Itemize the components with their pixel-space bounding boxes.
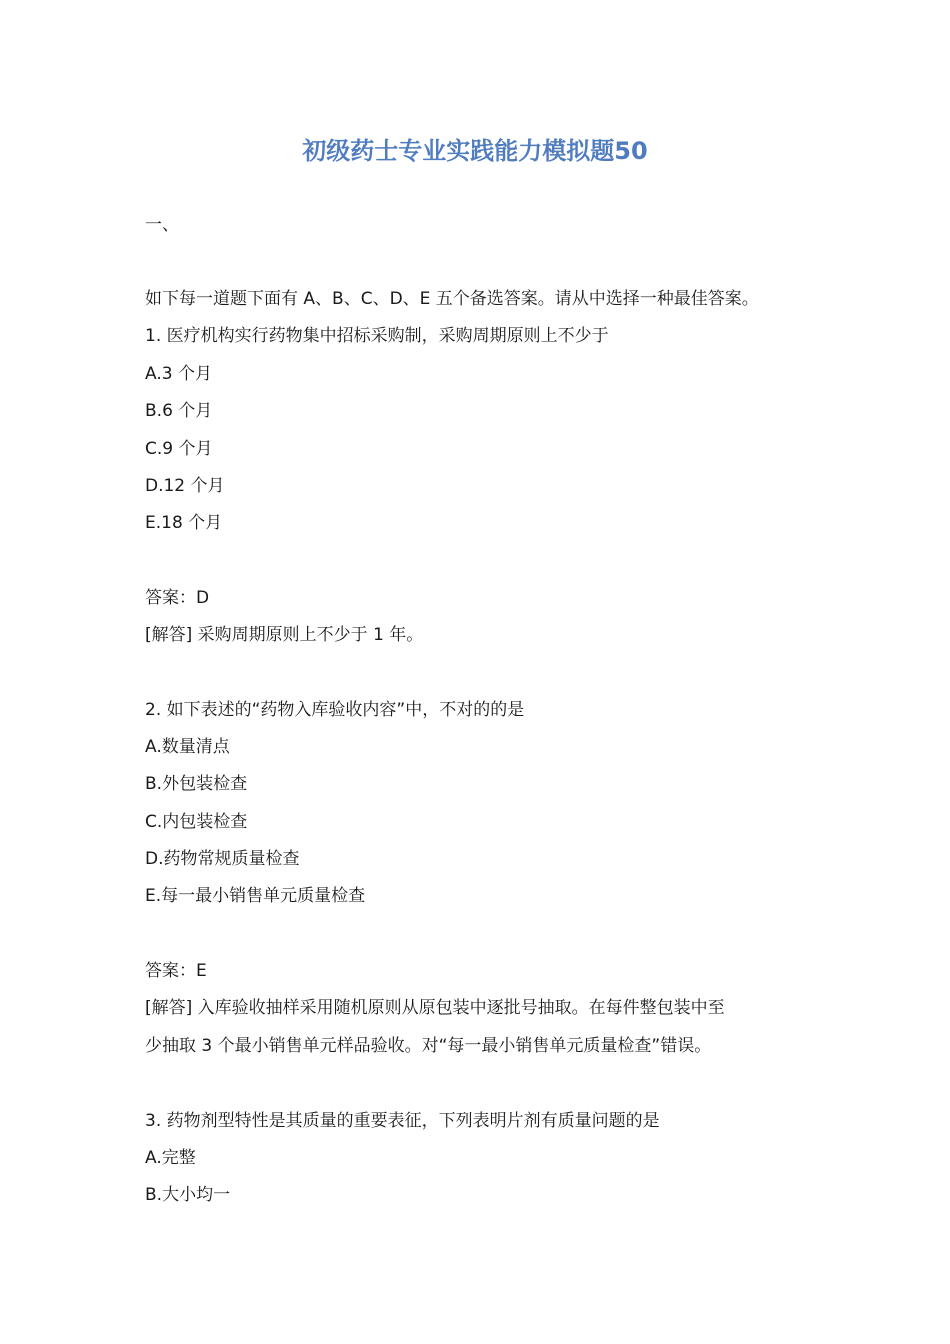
question-1-stem: 1. 医疗机构实行药物集中招标采购制，采购周期原则上不少于 bbox=[145, 326, 609, 346]
instruction-text: 如下每一道题下面有 A、B、C、D、E 五个备选答案。请从中选择一种最佳答案。 bbox=[145, 289, 759, 309]
question-3-stem: 3. 药物剂型特性是其质量的重要表征，下列表明片剂有质量问题的是 bbox=[145, 1111, 660, 1131]
question-2-explanation-line-2: 少抽取 3 个最小销售单元样品验收。对“每一最小销售单元质量检查”错误。 bbox=[145, 1036, 712, 1056]
question-2-explanation-line-1: [解答] 入库验收抽样采用随机原则从原包装中逐批号抽取。在每件整包装中至 bbox=[145, 998, 725, 1018]
question-2-option-c: C.内包装检查 bbox=[145, 812, 248, 832]
question-1-answer: 答案：D bbox=[145, 588, 210, 608]
question-1-option-a: A.3 个月 bbox=[145, 364, 212, 384]
question-2-option-b: B.外包装检查 bbox=[145, 774, 248, 794]
document-title: 初级药士专业实践能力模拟题50 bbox=[302, 137, 648, 165]
question-1-option-c: C.9 个月 bbox=[145, 439, 213, 459]
question-1-option-e: E.18 个月 bbox=[145, 513, 223, 533]
question-2-option-e: E.每一最小销售单元质量检查 bbox=[145, 886, 366, 906]
question-2-option-d: D.药物常规质量检查 bbox=[145, 849, 300, 869]
question-1-option-d: D.12 个月 bbox=[145, 476, 225, 496]
question-3-option-b: B.大小均一 bbox=[145, 1185, 231, 1205]
question-2-answer: 答案：E bbox=[145, 961, 207, 981]
section-heading: 一、 bbox=[145, 215, 179, 235]
question-2-stem: 2. 如下表述的“药物入库验收内容”中，不对的的是 bbox=[145, 700, 525, 720]
question-1-option-b: B.6 个月 bbox=[145, 401, 213, 421]
question-3-option-a: A.完整 bbox=[145, 1148, 196, 1168]
question-1-explanation: [解答] 采购周期原则上不少于 1 年。 bbox=[145, 625, 424, 645]
question-2-option-a: A.数量清点 bbox=[145, 737, 230, 757]
